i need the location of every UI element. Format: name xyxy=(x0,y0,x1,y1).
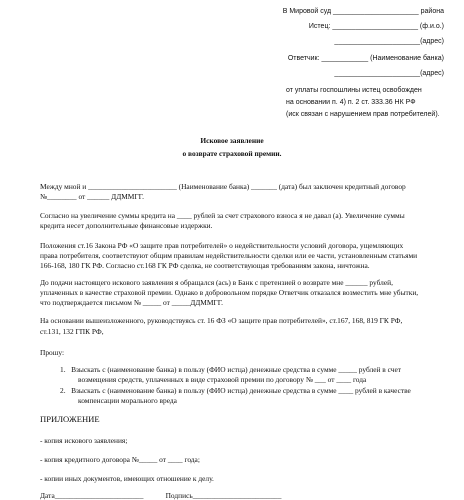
appendix-item-1: - копия искового заявления; xyxy=(40,436,128,445)
appendix-item-3: - копии иных документов, имеющих отношение к делу. xyxy=(40,474,214,483)
request-item-1-line-2: возмещения средств, уплаченных в виде страховой премии по договору № ___ от ____ года xyxy=(78,375,367,384)
date-signature-line: Дата________________________ Подпись________________________ xyxy=(40,491,282,500)
paragraph-4-line-1: До подачи настоящего искового заявления я обращался (ась) в Банк с претензией о возврате мне ______ рублей, xyxy=(40,278,393,287)
document-title: Исковое заявление xyxy=(200,136,264,145)
fee-note-1: от уплаты госпошлины истец освобожден xyxy=(286,87,422,94)
request-item-2-line-2: компенсации морального вреда xyxy=(78,396,177,405)
paragraph-2-line-2: кредита несет дополнительные финансовые издержки. xyxy=(40,221,213,230)
fee-note-2: на основании п. 4) п. 2 ст. 333.36 НК РФ xyxy=(286,99,416,106)
plaintiff-address-line: ______________________(адрес) xyxy=(334,38,444,45)
court-line: В Мировой суд ______________________ района xyxy=(282,8,444,15)
paragraph-4-line-3: что подтверждается письмом № _____ от _____ДДММГГ. xyxy=(40,298,223,307)
defendant-line: Ответчик: ____________ (Наименование банка) xyxy=(287,55,444,62)
fee-note-3: (иск связан с нарушением прав потребителей). xyxy=(286,111,440,118)
paragraph-4-line-2: уплаченных в качестве страховой премии. Однако в добровольном порядке Ответчик отказался возместить мне убытки, xyxy=(40,288,419,297)
appendix-item-2: - копия кредитного договора №_____ от ____ года; xyxy=(40,455,200,464)
paragraph-5-line-2: ст.131, 132 ГПК РФ, xyxy=(40,327,104,336)
paragraph-3-line-1: Положения ст.16 Закона РФ «О защите прав потребителей» о недействительности условий договора, ущемляющих xyxy=(40,241,404,250)
paragraph-3-line-3: 166-168, 180 ГК РФ. Согласно ст.168 ГК РФ сделка, не соответствующая требованиям закона, ничтожна. xyxy=(40,261,370,270)
paragraph-1-line-1: Между мной и ________________________ (Наименование банка) _______ (дата) был заключен кредитный договор xyxy=(40,182,406,191)
paragraph-1-line-2: №________ от ______ ДДММГГ. xyxy=(40,192,144,201)
document-subtitle: о возврате страховой премии. xyxy=(182,149,282,158)
appendix-heading: ПРИЛОЖЕНИЕ xyxy=(40,414,100,424)
defendant-address-line: ______________________(адрес) xyxy=(334,70,444,77)
paragraph-5-line-1: На основании вышеизложенного, руководствуясь ст. 16 ФЗ «О защите прав потребителей», ст.167, 168, 819 ГК РФ, xyxy=(40,316,403,325)
request-item-2-line-1: 2. Взыскать с (наименование банка) в пользу (ФИО истца) денежные средства в сумме ____ рублей в качестве xyxy=(60,386,411,395)
paragraph-3-line-2: права потребителя, соответствуют общим правилам недействительности сделки или ее части, установленным статьями xyxy=(40,251,418,260)
paragraph-2-line-1: Согласно на увеличение суммы кредита на ____ рублей за счет страхового взноса я не давал (а). Увеличение суммы xyxy=(40,211,405,220)
request-item-1-line-1: 1. Взыскать с (наименование банка) в пользу (ФИО истца) денежные средства в сумме _____ рублей в счет xyxy=(60,365,401,374)
plaintiff-line: Истец: ______________________ (ф.и.о.) xyxy=(308,23,444,30)
request-heading: Прошу: xyxy=(40,348,65,357)
